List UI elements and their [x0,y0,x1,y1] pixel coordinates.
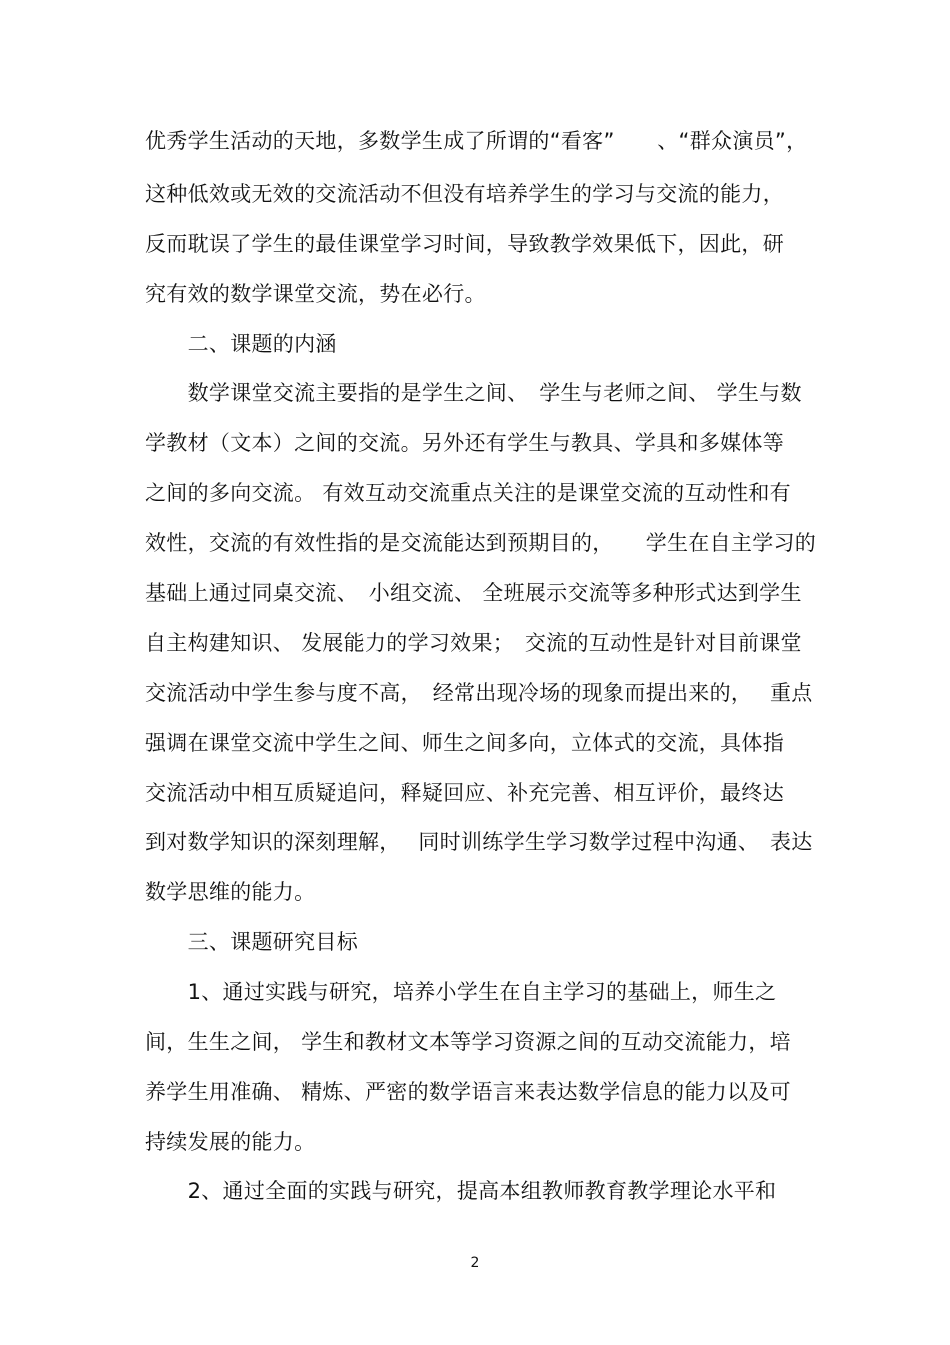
text-line: 养学生用准确、 精炼、严密的数学语言来表达数学信息的能力以及可 [145,1080,791,1104]
text-line: 效性，交流的有效性指的是交流能达到预期目的， 学生在自主学习的 [145,531,817,555]
text-line: 之间的多向交流。 有效互动交流重点关注的是课堂交流的互动性和有 [145,481,791,505]
text-line: 学教材（文本）之间的交流。另外还有学生与教具、学具和多媒体等 [145,431,784,455]
text-line: 基础上通过同桌交流、 小组交流、 全班展示交流等多种形式达到学生 [145,581,802,605]
section-heading: 三、课题研究目标 [145,930,358,954]
text-line: 数学课堂交流主要指的是学生之间、 学生与老师之间、 学生与数 [145,381,802,405]
text-line: 反而耽误了学生的最佳课堂学习时间，导致教学效果低下，因此，研 [145,232,784,256]
text-line: 持续发展的能力。 [145,1130,316,1154]
text-line: 优秀学生活动的天地，多数学生成了所谓的“看客” 、“群众演员”， [145,129,808,153]
text-line: 2、通过全面的实践与研究，提高本组教师教育教学理论水平和 [145,1179,777,1203]
text-line: 交流活动中相互质疑追问，释疑回应、补充完善、相互评价，最终达 [145,781,784,805]
text-line: 交流活动中学生参与度不高， 经常出现冷场的现象而提出来的， 重点 [145,681,813,705]
text-line: 自主构建知识、 发展能力的学习效果； 交流的互动性是针对目前课堂 [145,631,802,655]
section-heading: 二、课题的内涵 [145,332,337,356]
text-line: 到对数学知识的深刻理解， 同时训练学生学习数学过程中沟通、 表达 [145,830,813,854]
text-line: 1、通过实践与研究，培养小学生在自主学习的基础上，师生之 [145,980,777,1004]
page-number: 2 [470,1255,480,1271]
text-line: 究有效的数学课堂交流，势在必行。 [145,282,486,306]
text-line: 数学思维的能力。 [145,880,316,904]
text-line: 间，生生之间， 学生和教材文本等学习资源之间的互动交流能力，培 [145,1030,791,1054]
text-line: 这种低效或无效的交流活动不但没有培养学生的学习与交流的能力， [145,182,784,206]
text-line: 强调在课堂交流中学生之间、师生之间多向，立体式的交流，具体指 [145,731,784,755]
